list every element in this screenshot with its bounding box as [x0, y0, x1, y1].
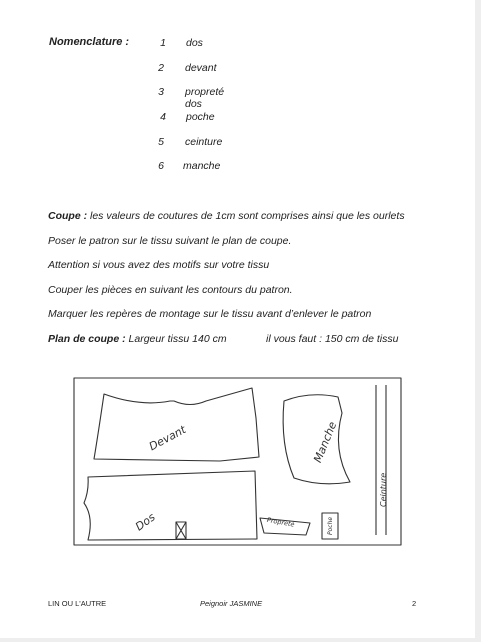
footer-page-number: 2 [412, 599, 417, 608]
coupe-line [48, 210, 405, 222]
manche-piece [283, 395, 350, 484]
poche-label: Poche [327, 516, 334, 535]
instruction-line: Attention si vous avez des motifs sur votre tissu [48, 259, 270, 271]
dos-piece [84, 471, 257, 540]
item-name: poche [186, 111, 215, 123]
coupe-text: les valeurs de coutures de 1cm sont comprises ainsi que les ourlets [87, 210, 405, 222]
devant-piece [94, 388, 259, 461]
item-name: manche [183, 160, 221, 172]
nomenclature-title: Nomenclature : [49, 36, 130, 48]
plan-width: Largeur tissu 140 cm [125, 333, 227, 345]
page-edge-right [475, 0, 481, 642]
plan-label: Plan de coupe : [48, 333, 126, 345]
coupe-label: Coupe : [48, 210, 88, 222]
item-number: 2 [158, 62, 164, 74]
item-name: ceinture [185, 136, 223, 148]
item-name: devant [185, 62, 217, 74]
plan-fabric-needed: il vous faut : 150 cm de tissu [266, 333, 399, 345]
page-edge-bottom [0, 638, 481, 642]
item-number: 3 [158, 86, 164, 98]
item-number: 1 [160, 37, 166, 49]
instruction-line: Poser le patron sur le tissu suivant le plan de coupe. [48, 235, 292, 247]
devant-label: Devant [146, 423, 189, 454]
dos-label: Dos [133, 510, 158, 534]
footer-brand: LIN OU L'AUTRE [48, 599, 107, 608]
plan-line [48, 333, 227, 345]
manche-label: Manche [311, 419, 340, 465]
instruction-line: Marquer les repères de montage sur le tissu avant d’enlever le patron [48, 308, 372, 320]
instruction-line: Couper les pièces en suivant les contours du patron. [48, 284, 293, 296]
item-name: propreté dos [185, 86, 225, 110]
item-name: dos [186, 37, 203, 49]
proprete-label: Propreté [266, 515, 296, 529]
ceinture-label: Ceinture [379, 472, 388, 507]
item-number: 6 [158, 160, 164, 172]
item-number: 5 [158, 136, 164, 148]
cutting-plan-diagram [70, 375, 405, 550]
fabric-outline [74, 378, 401, 545]
footer-title: Peignoir JASMINE [200, 599, 263, 608]
item-number: 4 [160, 111, 166, 123]
